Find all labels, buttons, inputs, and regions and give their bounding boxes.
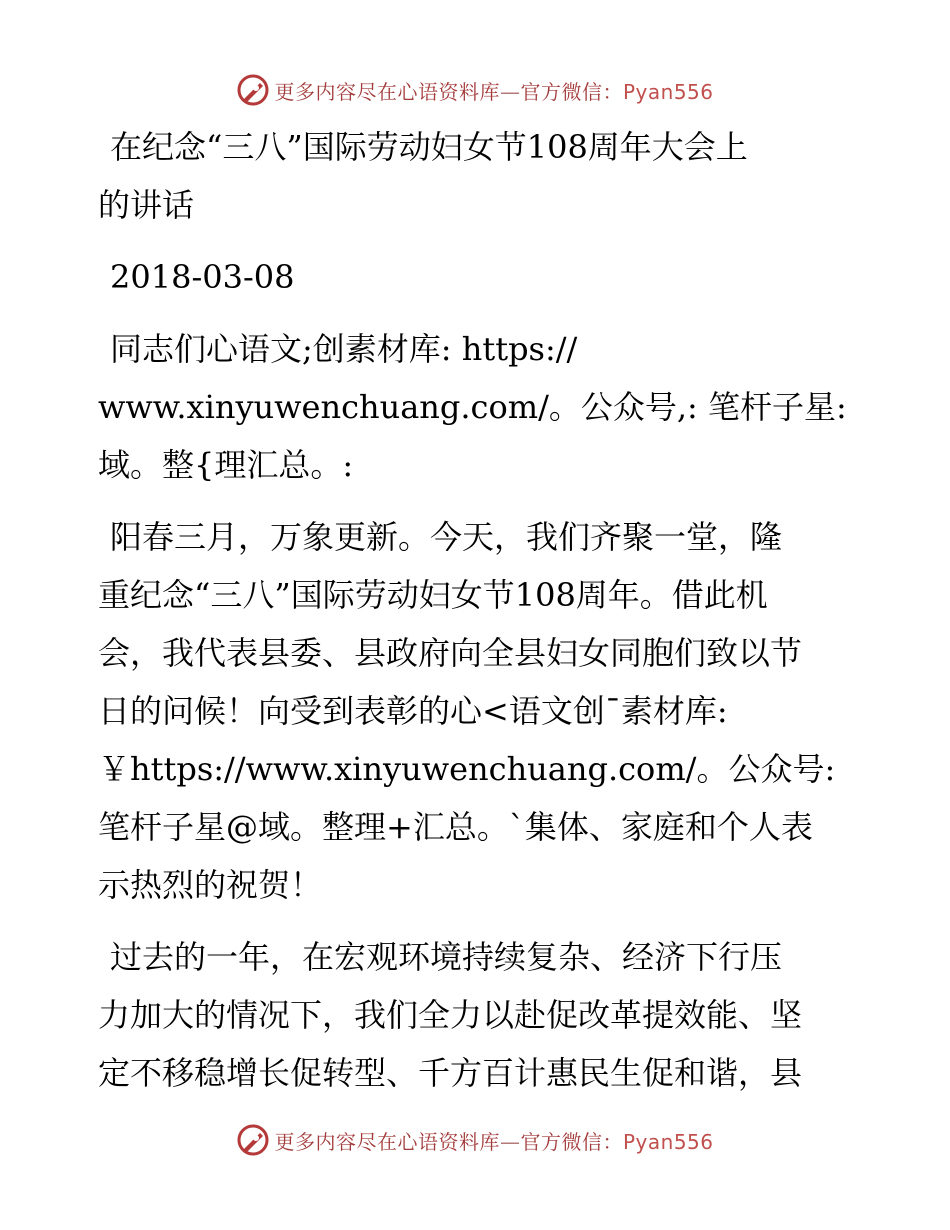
paragraph bbox=[98, 508, 858, 914]
watermark-text bbox=[274, 76, 713, 105]
watermark-dash: — bbox=[499, 1129, 521, 1154]
watermark-site: 更多内容尽在心语资料库 bbox=[274, 79, 500, 104]
watermark-wechat-label: 官方微信： bbox=[520, 1129, 623, 1154]
watermark-wechat-label: 官方微信： bbox=[520, 79, 623, 104]
watermark-dash: — bbox=[499, 79, 521, 104]
paragraph-line: 力加大的情况下，我们全力以赴促改革提效能、坚 bbox=[98, 996, 803, 1034]
watermark-text bbox=[274, 1126, 713, 1155]
document-body bbox=[98, 118, 858, 1116]
paragraph-line: 重纪念“三八”国际劳动妇女节108周年。借此机 bbox=[98, 576, 768, 614]
paragraph-line: 笔杆子星@域。整理+汇总。`集体、家庭和个人表 bbox=[98, 808, 813, 846]
paragraph-line: 同志们心语文;创素材库: https:// bbox=[110, 330, 578, 368]
paragraph bbox=[98, 320, 858, 494]
watermark-wechat-id: Pyan556 bbox=[622, 79, 714, 104]
title-line: 的讲话 bbox=[98, 186, 195, 224]
paragraph bbox=[98, 928, 858, 1102]
pen-logo-icon bbox=[236, 1123, 270, 1157]
paragraph-line: 过去的一年，在宏观环境持续复杂、经济下行压 bbox=[110, 938, 783, 976]
footer-watermark bbox=[0, 1118, 950, 1162]
title-line: 在纪念“三八”国际劳动妇女节108周年大会上 bbox=[110, 128, 748, 166]
paragraph-line: 会，我代表县委、县政府向全县妇女同胞们致以节 bbox=[98, 634, 803, 672]
paragraph-line: 域。整{理汇总。: bbox=[98, 446, 354, 484]
paragraph-line: 阳春三月，万象更新。今天，我们齐聚一堂，隆 bbox=[110, 518, 783, 556]
paragraph-line: 示热烈的祝贺！ bbox=[98, 866, 323, 904]
header-watermark bbox=[0, 68, 950, 112]
paragraph-line: 定不移稳增长促转型、千方百计惠民生促和谐，县 bbox=[98, 1054, 803, 1092]
paragraph-line: www.xinyuwenchuang.com/。公众号,: 笔杆子星: bbox=[98, 388, 847, 426]
pen-logo-icon bbox=[236, 73, 270, 107]
watermark-wechat-id: Pyan556 bbox=[622, 1129, 714, 1154]
paragraph-line: ￥https://www.xinyuwenchuang.com/。公众号: bbox=[98, 750, 836, 788]
document-title bbox=[98, 118, 858, 234]
watermark-site: 更多内容尽在心语资料库 bbox=[274, 1129, 500, 1154]
document-date: 2018-03-08 bbox=[110, 258, 295, 296]
paragraph-line: 日的问候！向受到表彰的心<语文创¯素材库: bbox=[98, 692, 728, 730]
